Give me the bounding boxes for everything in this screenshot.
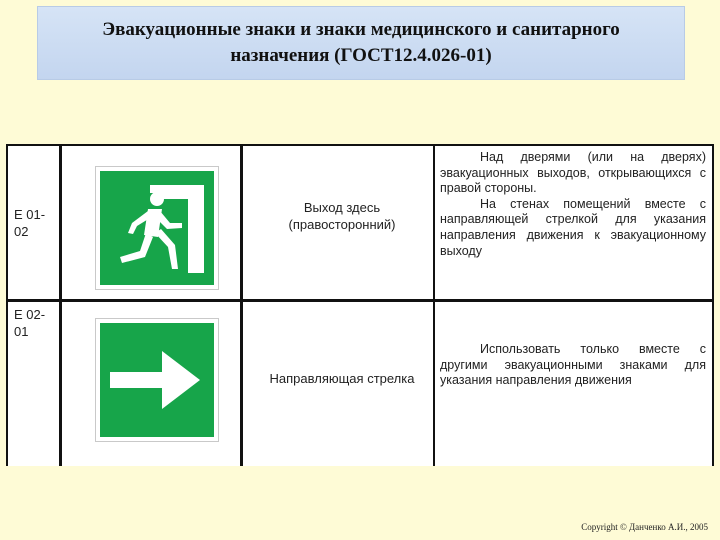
sign-name: Выход здесь (правосторонний) [288,200,396,232]
title-banner [37,6,685,80]
sign-description [440,342,706,389]
description-paragraph: Над дверями (или на дверях) эвакуационных выходов, открывающихся с правой стороны. [440,150,706,196]
sign-name: Направляющая стрелка [269,371,415,386]
signs-table [6,144,714,466]
column-divider [59,144,62,466]
slide-title: Эвакуационные знаки и знаки медицинского и санитарного назначения (ГОСТ12.4.026-01) [102,19,620,66]
table-border-left [6,144,8,466]
column-divider [240,144,243,466]
sign-description [440,150,706,259]
direction-arrow-right-icon [100,323,214,437]
copyright-text: Copyright © Данченко А.И., 2005 [581,522,708,532]
table-border-top [6,144,714,146]
sign-code: Е 02-01 [14,307,46,339]
description-paragraph: На стенах помещений вместе с направляющей стрелкой для указания направления движения к эвакуационному выходу [440,196,706,258]
row-divider [6,299,714,302]
emergency-exit-running-man-icon [100,171,214,285]
sign-code: Е 01-02 [14,207,46,239]
exit-sign [95,166,219,290]
arrow-sign [95,318,219,442]
column-divider [433,144,435,466]
description-paragraph: Использовать только вместе с другими эвакуационными знаками для указания направления движения [440,342,706,388]
table-border-right [712,144,714,466]
